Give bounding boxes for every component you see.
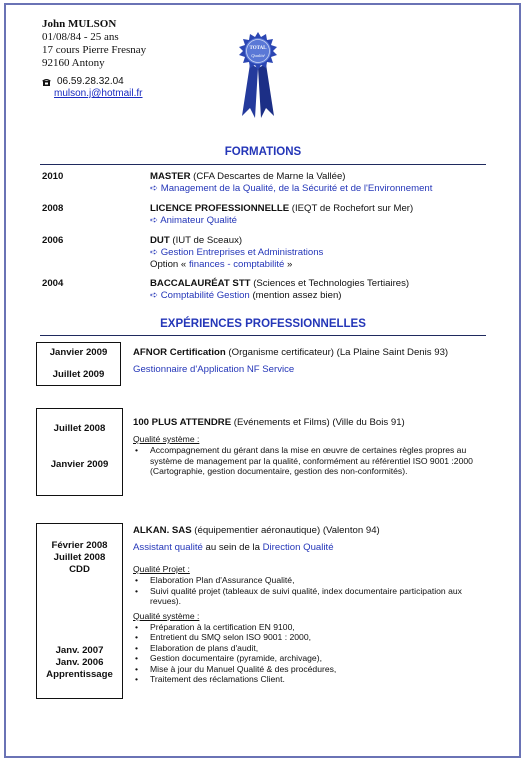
date-end: Janvier 2009 [50,459,109,470]
experiences-heading: EXPÉRIENCES PROFESSIONNELLES [160,318,366,330]
company-details: (équipementier aéronautique) (Valenton 94) [191,525,380,536]
section-label: Qualité Projet : [133,564,190,574]
task-item: • Préparation à la certification EN 9100, [133,622,488,633]
date-line: CDD [69,564,90,575]
phone-number: 06.59.28.32.04 [57,76,124,87]
arrow-right-icon: ➪ [150,183,159,194]
birth-date: 01/08/84 - 25 ans [42,31,119,43]
job-role-mid: au sein de la [202,542,263,553]
company-details: (Evénements et Films) (Ville du Bois 91) [231,417,405,428]
section-label: Qualité système : [133,610,200,621]
formation-specialty: Gestion Entreprises et Administrations [160,247,324,258]
medal-top-text: TOTAL [249,46,267,51]
task-item: • Gestion documentaire (pyramide, archivage), [133,653,488,664]
formation-degree: DUT [150,235,170,246]
formation-degree: MASTER [150,171,191,182]
experience-plus [133,417,488,477]
task-item: • Entretient du SMQ selon ISO 9001 : 2000, [133,632,488,643]
task-item: • Elaboration de plans d'audit, [133,643,488,654]
formation-specialty: Animateur Qualité [160,215,237,226]
task-item: • Traitement des réclamations Client. [133,674,488,685]
formation-school: (IEQT de Rochefort sur Mer) [289,203,414,214]
formation-school: (IUT de Sceaux) [169,235,243,246]
address-line-1: 17 cours Pierre Fresnay [42,44,147,56]
experience-alkan [133,525,488,685]
formations-rule [40,164,486,165]
person-name: John MULSON [42,18,117,30]
date-box-plus [36,408,123,496]
formation-degree: LICENCE PROFESSIONNELLE [150,203,290,214]
company-name: ALKAN. SAS [133,525,192,536]
date-line: Janv. 2007 [55,645,104,656]
formation-note: (mention assez bien) [249,290,342,301]
date-start: Janvier 2009 [49,347,108,358]
formation-option: finances - comptabilité [188,259,285,270]
date-end: Juillet 2009 [52,369,105,380]
formation-school: (CFA Descartes de Marne la Vallée) [190,171,346,182]
company-name: 100 PLUS ATTENDRE [133,417,232,428]
date-line: Février 2008 [51,540,108,551]
option-suffix: » [284,259,293,270]
arrow-right-icon: ➪ [150,247,159,258]
date-line: Juillet 2008 [53,552,106,563]
task-item: • Accompagnement du gérant dans la mise en œuvre de certaines règles propres au système de management par la qualité, conformément au référentiel ISO 9001 :2000 (Cartographie, gestion documentaire, gestion des non-conformités). [133,445,488,477]
date-line: Janv. 2006 [55,657,104,668]
email-link[interactable]: mulson.j@hotmail.fr [54,88,143,99]
company-name: AFNOR Certification [133,347,226,358]
formation-year: 2010 [42,171,64,182]
company-details: (Organisme certificateur) (La Plaine Saint Denis 93) [225,347,449,358]
formation-year: 2004 [42,278,64,289]
telephone-icon [42,78,51,86]
arrow-right-icon: ➪ [150,215,159,226]
date-line: Apprentissage [46,669,113,680]
formation-school: (Sciences et Technologies Tertiaires) [250,278,410,289]
quality-rosette-icon [236,28,280,120]
option-prefix: Option « [150,259,189,270]
experiences-rule [40,335,486,336]
formation-degree: BACCALAURÉAT STT [150,278,251,289]
task-list [133,445,488,477]
job-department: Direction Qualité [262,542,334,553]
address-line-2: 92160 Antony [42,57,105,69]
task-list [133,622,488,685]
formation-year: 2006 [42,235,64,246]
identity-block [42,18,146,70]
job-role: Assistant qualité [133,542,203,553]
formation-specialty: Comptabilité Gestion [160,290,250,301]
date-box-alkan [36,523,123,699]
formation-specialty: Management de la Qualité, de la Sécurité et de l'Environnement [160,183,433,194]
date-start: Juillet 2008 [53,423,106,434]
task-list [133,575,488,607]
contact-block [42,76,143,100]
task-item: • Mise à jour du Manuel Qualité & des procédures, [133,664,488,675]
experience-afnor [133,347,488,376]
arrow-right-icon: ➪ [150,290,159,301]
section-label: Qualité système : [133,434,200,444]
medal-bottom-text: Qualité [251,53,265,58]
job-role: Gestionnaire d'Application NF Service [133,364,295,375]
formations-heading: FORMATIONS [224,146,302,158]
task-item: • Elaboration Plan d'Assurance Qualité, [133,575,488,586]
formation-year: 2008 [42,203,64,214]
task-item: • Suivi qualité projet (tableaux de suivi qualité, index documentaire participation aux revues). [133,586,488,607]
date-box-afnor [36,342,121,386]
